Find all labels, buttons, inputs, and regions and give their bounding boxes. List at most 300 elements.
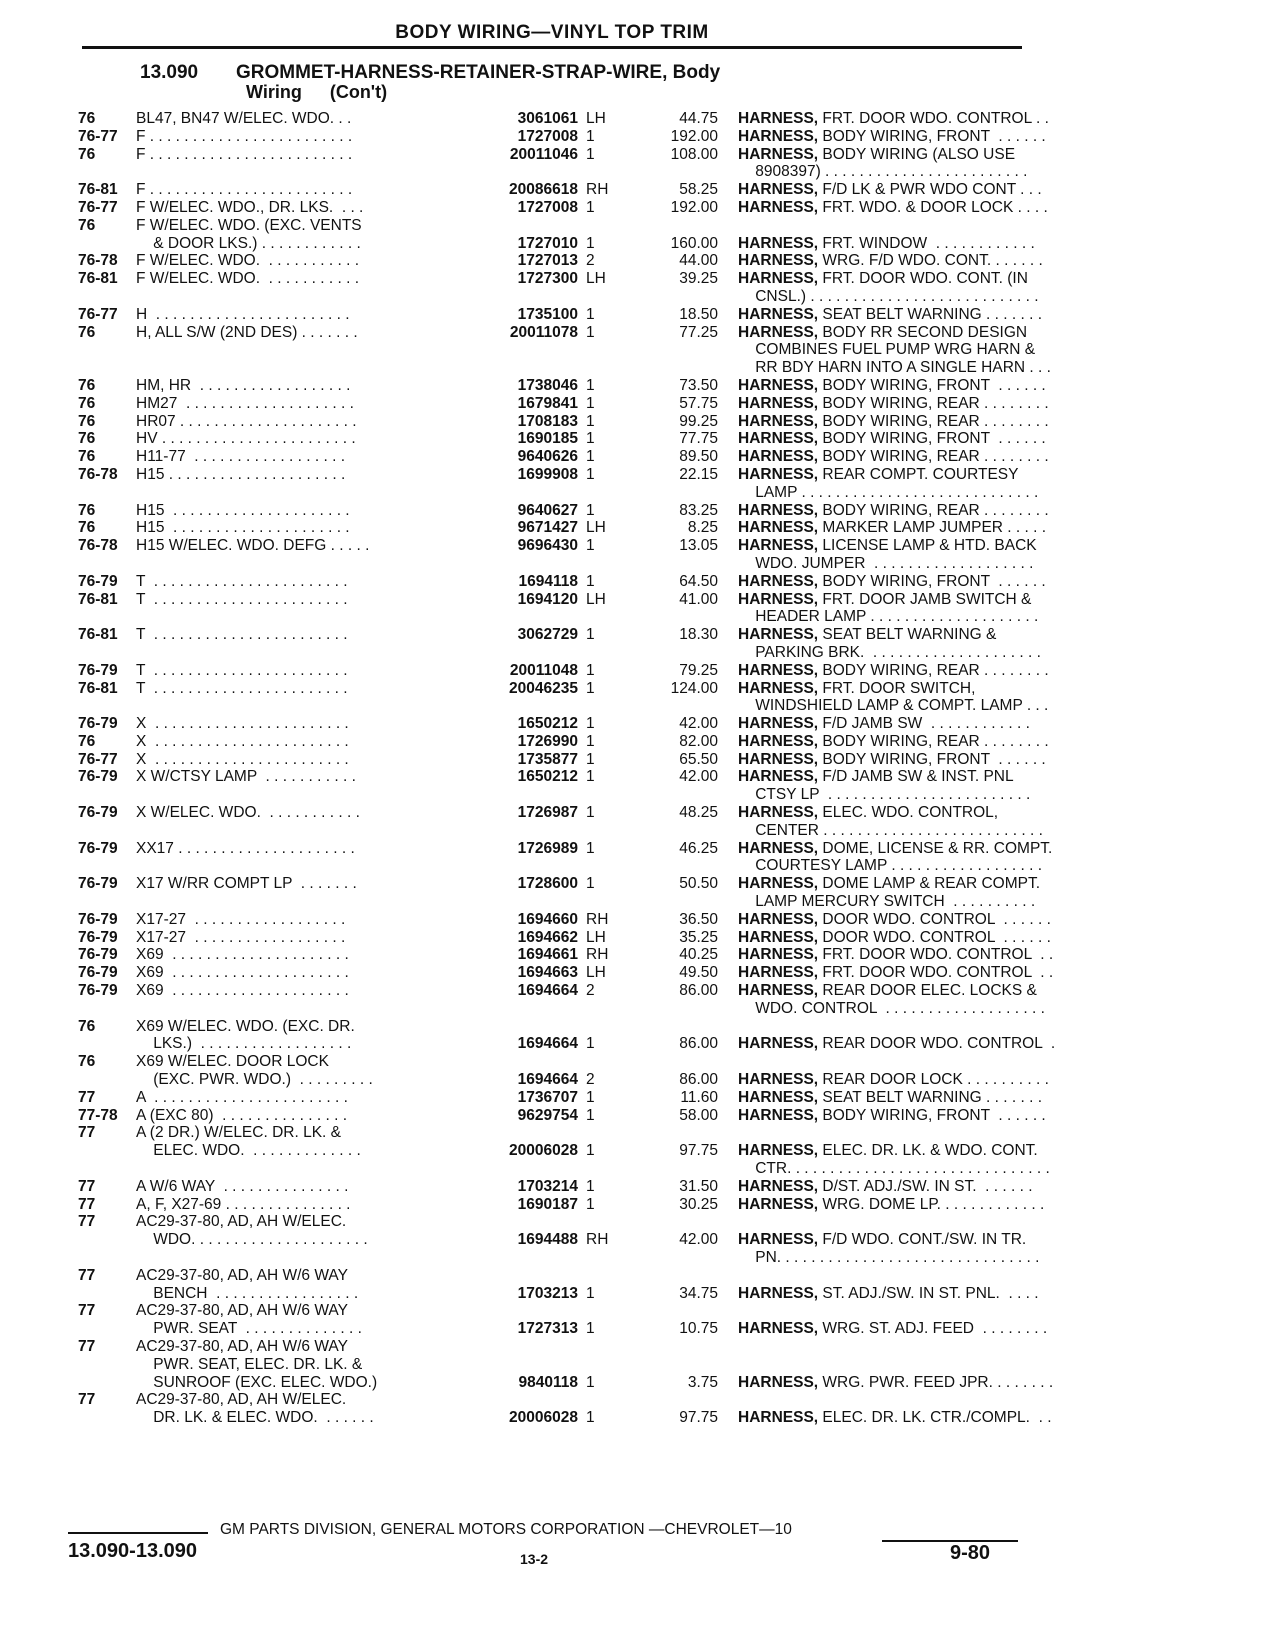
row-part-name-text: CTSY LP . . . . . . . . . . . . . . . . . . . . . . . .	[738, 786, 1031, 804]
row-part-number: 20011046	[509, 145, 578, 163]
row-part-number: 1703214	[517, 1177, 578, 1195]
row-year: 76	[78, 323, 96, 341]
row-year: 76	[78, 145, 96, 163]
table-row	[78, 697, 1049, 715]
row-part-name	[738, 448, 1118, 466]
row-part-name	[738, 608, 1118, 626]
row-year: 76	[78, 376, 96, 394]
row-description: PWR. SEAT . . . . . . . . . . . . . .	[136, 1320, 362, 1338]
row-part-name	[738, 359, 1118, 377]
table-row	[78, 181, 1042, 199]
row-part-name-text: COMBINES FUEL PUMP WRG HARN &	[738, 341, 1036, 359]
table-row	[78, 839, 1053, 858]
row-description: X . . . . . . . . . . . . . . . . . . . . . . .	[136, 750, 349, 768]
harness-prefix: HARNESS,	[738, 430, 823, 448]
row-part-name-text: SEAT BELT WARNING . . . . . . .	[822, 305, 1043, 323]
row-quantity: 1	[586, 768, 595, 786]
row-quantity: 1	[586, 412, 595, 430]
row-description: X69 W/ELEC. WDO. (EXC. DR.	[136, 1017, 355, 1035]
table-row	[78, 519, 1047, 537]
row-part-number: 20086618	[509, 181, 578, 199]
row-quantity: RH	[586, 946, 609, 964]
row-part-name	[738, 857, 1118, 875]
row-price: 99.25	[679, 412, 718, 430]
harness-prefix: HARNESS,	[738, 110, 823, 127]
table-row	[78, 715, 1030, 733]
row-quantity: 1	[586, 1284, 595, 1302]
row-part-name	[738, 768, 1118, 786]
section-sub-cont: (Con't)	[329, 82, 388, 102]
row-part-name	[738, 911, 1118, 929]
row-price: 77.25	[679, 323, 718, 341]
row-description: F W/ELEC. WDO. . . . . . . . . . . .	[136, 252, 360, 270]
row-year: 76	[78, 501, 96, 519]
harness-prefix: HARNESS,	[738, 145, 823, 163]
harness-prefix: HARNESS,	[738, 1088, 823, 1106]
harness-prefix: HARNESS,	[738, 394, 823, 412]
row-quantity: 1	[586, 305, 595, 323]
table-row	[78, 1035, 1056, 1053]
row-description: A, F, X27-69 . . . . . . . . . . . . . . .	[136, 1195, 351, 1213]
row-price: 86.00	[679, 982, 718, 1000]
row-quantity: 1	[586, 1088, 595, 1106]
row-part-name	[738, 163, 1118, 181]
row-part-name	[738, 751, 1118, 769]
row-quantity: RH	[586, 910, 609, 928]
row-part-number: 1735877	[517, 750, 578, 768]
row-year: 76-79	[78, 804, 118, 822]
row-year: 76-77	[78, 750, 118, 768]
table-row	[78, 1195, 1045, 1214]
row-part-number: 9696430	[517, 537, 578, 555]
row-part-name	[738, 519, 1118, 537]
row-price: 31.50	[679, 1177, 718, 1195]
row-description: DR. LK. & ELEC. WDO. . . . . . .	[136, 1409, 374, 1427]
row-part-number: 1694661	[517, 946, 578, 964]
row-part-name	[738, 929, 1118, 947]
row-part-number: 20006028	[509, 1142, 578, 1160]
row-part-name	[738, 270, 1118, 288]
row-part-name-text: ELEC. DR. LK. & WDO. CONT.	[822, 1142, 1038, 1160]
table-row	[78, 1106, 1046, 1125]
row-year: 77-78	[78, 1106, 118, 1124]
row-quantity: 1	[586, 145, 595, 163]
harness-prefix: HARNESS,	[738, 626, 823, 644]
row-part-name-text: CENTER . . . . . . . . . . . . . . . . . . . . . . . . . .	[738, 821, 1043, 839]
row-quantity: 1	[586, 804, 595, 822]
row-description: X W/CTSY LAMP . . . . . . . . . . .	[136, 768, 356, 786]
row-price: 192.00	[670, 198, 718, 216]
row-quantity: 1	[586, 661, 595, 679]
row-part-name-text: WRG. F/D WDO. CONT. . . . . . .	[822, 252, 1043, 270]
row-description: F . . . . . . . . . . . . . . . . . . . . . . . .	[136, 181, 353, 199]
table-row	[78, 1177, 1033, 1196]
row-year: 76-79	[78, 768, 118, 786]
harness-prefix: HARNESS,	[738, 679, 823, 697]
harness-prefix: HARNESS,	[738, 1177, 823, 1195]
row-part-name-text: D/ST. ADJ./SW. IN ST. . . . . . .	[822, 1177, 1033, 1195]
row-part-name	[738, 1231, 1118, 1249]
row-part-name-text: WDO. CONTROL . . . . . . . . . . . . . . . . . . .	[738, 999, 1045, 1017]
row-description: H15 W/ELEC. WDO. DEFG . . . . .	[136, 537, 370, 555]
row-part-number: 1690187	[517, 1195, 578, 1213]
row-part-name	[738, 484, 1118, 502]
row-quantity: 1	[586, 1035, 595, 1053]
harness-prefix: HARNESS,	[738, 1035, 823, 1053]
row-quantity: 1	[586, 1195, 595, 1213]
row-part-name-text: WDO. JUMPER . . . . . . . . . . . . . . . . . . .	[738, 554, 1034, 572]
row-quantity: 2	[586, 1071, 595, 1089]
harness-prefix: HARNESS,	[738, 1284, 823, 1302]
row-part-name	[738, 413, 1118, 431]
row-year: 77	[78, 1177, 96, 1195]
table-row	[78, 875, 1041, 893]
harness-prefix: HARNESS,	[738, 519, 823, 537]
row-part-number: 9629754	[517, 1106, 578, 1124]
table-row	[78, 680, 1030, 698]
row-quantity: 1	[586, 732, 595, 750]
harness-prefix: HARNESS,	[738, 412, 823, 430]
row-part-name	[738, 733, 1118, 751]
harness-prefix: HARNESS,	[738, 323, 823, 341]
row-part-name	[738, 146, 1118, 164]
table-row	[78, 127, 1046, 146]
harness-prefix: HARNESS,	[738, 661, 823, 679]
row-description: H . . . . . . . . . . . . . . . . . . . . . . .	[136, 305, 350, 323]
row-year: 76	[78, 394, 96, 412]
row-part-name	[738, 697, 1118, 715]
row-description: T . . . . . . . . . . . . . . . . . . . . . . .	[136, 661, 348, 679]
row-description: X17-27 . . . . . . . . . . . . . . . . . .	[136, 928, 346, 946]
table-row	[78, 1267, 1030, 1285]
row-part-number: 1708183	[517, 412, 578, 430]
row-part-name-text: F/D WDO. CONT./SW. IN TR.	[822, 1231, 1027, 1249]
row-price: 44.75	[679, 110, 718, 127]
table-row	[78, 1409, 1052, 1427]
harness-prefix: HARNESS,	[738, 1071, 823, 1089]
row-part-name	[738, 840, 1118, 858]
row-part-number: 1694664	[517, 1071, 578, 1089]
table-row	[78, 732, 1049, 751]
row-year: 76-79	[78, 839, 118, 857]
row-part-name	[738, 1374, 1118, 1392]
table-row	[78, 893, 1036, 911]
row-year: 77	[78, 1213, 96, 1231]
row-quantity: 1	[586, 198, 595, 216]
table-row	[78, 341, 1036, 359]
row-part-name	[738, 306, 1118, 324]
table-row	[78, 376, 1046, 395]
row-part-name-text: ELEC. DR. LK. CTR./COMPL. . .	[822, 1409, 1052, 1427]
table-row	[78, 1018, 1030, 1036]
row-year: 76-81	[78, 590, 118, 608]
row-price: 65.50	[679, 750, 718, 768]
row-part-name-text: F/D JAMB SW . . . . . . . . . . . .	[822, 715, 1030, 733]
row-part-name	[738, 964, 1118, 982]
table-row	[78, 1320, 1048, 1338]
row-quantity: 1	[586, 679, 595, 697]
table-row	[78, 412, 1049, 431]
row-part-name	[738, 1160, 1118, 1178]
row-part-name-text: DOME LAMP & REAR COMPT.	[822, 875, 1041, 893]
row-part-name	[738, 235, 1118, 253]
row-price: 42.00	[679, 715, 718, 733]
row-part-name-text: CNSL.) . . . . . . . . . . . . . . . . . . . . . . . . . . .	[738, 287, 1039, 305]
harness-prefix: HARNESS,	[738, 732, 823, 750]
row-part-name-text: REAR COMPT. COURTESY	[822, 465, 1019, 483]
row-year: 76-79	[78, 910, 118, 928]
row-part-name	[738, 1320, 1118, 1338]
harness-prefix: HARNESS,	[738, 448, 823, 466]
harness-prefix: HARNESS,	[738, 964, 823, 982]
row-part-name	[738, 893, 1118, 911]
row-year: 76-79	[78, 982, 118, 1000]
row-year: 76-79	[78, 946, 118, 964]
table-row	[78, 110, 1049, 128]
row-part-name-text: WRG. DOME LP. . . . . . . . . . . . .	[822, 1195, 1045, 1213]
row-part-name	[738, 199, 1118, 217]
row-description: X17-27 . . . . . . . . . . . . . . . . . .	[136, 910, 346, 928]
row-description: T . . . . . . . . . . . . . . . . . . . . . . .	[136, 572, 348, 590]
row-price: 42.00	[679, 1231, 718, 1249]
table-row	[78, 448, 1049, 466]
row-part-number: 9640626	[517, 448, 578, 466]
row-part-name	[738, 288, 1118, 306]
row-description: HR07 . . . . . . . . . . . . . . . . . . . . .	[136, 412, 357, 430]
row-price: 86.00	[679, 1071, 718, 1089]
harness-prefix: HARNESS,	[738, 181, 823, 199]
footer-publisher: GM PARTS DIVISION, GENERAL MOTORS CORPORATION —CHEVROLET—10	[220, 1521, 792, 1538]
row-price: 40.25	[679, 946, 718, 964]
row-part-name	[738, 1178, 1118, 1196]
row-year: 76-81	[78, 626, 118, 644]
row-part-name	[738, 1089, 1118, 1107]
table-row	[78, 1142, 1038, 1160]
row-description: X17 W/RR COMPT LP . . . . . . .	[136, 875, 357, 893]
row-year: 76	[78, 110, 96, 127]
row-part-name-text: REAR DOOR WDO. CONTROL .	[822, 1035, 1056, 1053]
table-row	[78, 982, 1037, 1000]
row-quantity: 1	[586, 626, 595, 644]
table-row	[78, 821, 1043, 840]
harness-prefix: HARNESS,	[738, 465, 823, 483]
table-row	[78, 1160, 1050, 1178]
row-quantity: 1	[586, 376, 595, 394]
row-description: X69 W/ELEC. DOOR LOCK	[136, 1053, 329, 1071]
row-part-number: 1726990	[517, 732, 578, 750]
row-price: 13.05	[679, 537, 718, 555]
table-row	[78, 1373, 1054, 1392]
row-description: F W/ELEC. WDO. . . . . . . . . . . .	[136, 270, 360, 288]
row-part-number: 1694660	[517, 910, 578, 928]
row-description: F W/ELEC. WDO., DR. LKS. . . .	[136, 198, 364, 216]
row-part-name	[738, 1035, 1118, 1053]
row-year: 76-78	[78, 465, 118, 483]
table-row	[78, 786, 1030, 804]
row-description: X69 . . . . . . . . . . . . . . . . . . . . .	[136, 946, 349, 964]
row-part-name	[738, 395, 1118, 413]
row-price: 82.00	[679, 732, 718, 750]
table-row	[78, 324, 1030, 342]
row-part-number: 1694662	[517, 928, 578, 946]
row-part-number: 1727008	[517, 198, 578, 216]
row-description: & DOOR LKS.) . . . . . . . . . . . .	[136, 234, 361, 252]
row-part-name-text: BODY WIRING, REAR . . . . . . . .	[822, 412, 1049, 430]
section-subheading	[246, 82, 387, 103]
harness-prefix: HARNESS,	[738, 715, 823, 733]
row-year: 76	[78, 412, 96, 430]
row-price: 42.00	[679, 768, 718, 786]
row-year: 76	[78, 519, 96, 537]
harness-prefix: HARNESS,	[738, 127, 823, 145]
harness-prefix: HARNESS,	[738, 305, 823, 323]
row-part-name	[738, 573, 1118, 591]
row-part-name-text: FRT. WDO. & DOOR LOCK . . . .	[822, 198, 1048, 216]
table-row	[78, 287, 1039, 306]
row-quantity: 1	[586, 1409, 595, 1427]
harness-prefix: HARNESS,	[738, 1409, 823, 1427]
row-part-number: 3062729	[517, 626, 578, 644]
row-part-name-text: LICENSE LAMP & HTD. BACK	[822, 537, 1037, 555]
table-row	[78, 234, 1035, 253]
row-price: 30.25	[679, 1195, 718, 1213]
row-quantity: 1	[586, 1106, 595, 1124]
row-quantity: 1	[586, 572, 595, 590]
row-year: 77	[78, 1391, 96, 1409]
row-part-name-text: FRT. DOOR SWITCH,	[822, 679, 976, 697]
row-price: 124.00	[670, 679, 718, 697]
row-description: X . . . . . . . . . . . . . . . . . . . . . . .	[136, 732, 349, 750]
row-part-name-text: ST. ADJ./SW. IN ST. PNL. . . . .	[822, 1284, 1039, 1302]
row-quantity: 2	[586, 982, 595, 1000]
row-part-name-text: SEAT BELT WARNING . . . . . . .	[822, 1088, 1043, 1106]
row-description: LKS.) . . . . . . . . . . . . . . . . . .	[136, 1035, 352, 1053]
row-part-number: 1694488	[517, 1231, 578, 1249]
table-row	[78, 608, 1039, 626]
table-row	[78, 857, 1043, 875]
table-row	[78, 999, 1045, 1018]
row-part-name-text: FRT. DOOR WDO. CONT. (IN	[822, 270, 1028, 288]
row-part-name	[738, 502, 1118, 520]
row-part-number: 1694663	[517, 964, 578, 982]
row-part-number: 1703213	[517, 1284, 578, 1302]
row-price: 39.25	[679, 270, 718, 288]
row-year: 76	[78, 216, 96, 234]
row-part-name-text: F/D JAMB SW & INST. PNL	[822, 768, 1014, 786]
row-part-name	[738, 1107, 1118, 1125]
row-part-name	[738, 252, 1118, 270]
row-price: 35.25	[679, 928, 718, 946]
row-part-name-text: LAMP . . . . . . . . . . . . . . . . . . . . . . . . . . . .	[738, 483, 1039, 501]
row-quantity: 1	[586, 839, 595, 857]
row-quantity: 1	[586, 234, 595, 252]
row-part-name-text: WINDSHIELD LAMP & COMPT. LAMP . . .	[738, 697, 1049, 715]
row-price: 41.00	[679, 590, 718, 608]
row-part-name	[738, 662, 1118, 680]
row-description: A . . . . . . . . . . . . . . . . . . . . . . .	[136, 1088, 348, 1106]
row-part-name	[738, 982, 1118, 1000]
row-part-name	[738, 591, 1118, 609]
row-part-number: 1727313	[517, 1320, 578, 1338]
row-part-name-text: ELEC. WDO. CONTROL,	[822, 804, 999, 822]
row-description: BL47, BN47 W/ELEC. WDO. . .	[136, 110, 352, 127]
table-row	[78, 591, 1030, 609]
row-part-name-text: FRT. DOOR WDO. CONTROL . .	[822, 110, 1049, 127]
row-year: 76-79	[78, 928, 118, 946]
table-row	[78, 163, 1030, 181]
row-description: AC29-37-80, AD, AH W/ELEC.	[136, 1213, 347, 1231]
table-row	[78, 1391, 1030, 1409]
table-row	[78, 1088, 1043, 1107]
row-description: HM, HR . . . . . . . . . . . . . . . . . .	[136, 376, 351, 394]
harness-prefix: HARNESS,	[738, 946, 823, 964]
row-part-name-text: BODY WIRING, REAR . . . . . . . .	[822, 394, 1049, 412]
row-part-number: 1726987	[517, 804, 578, 822]
row-quantity: 1	[586, 1320, 595, 1338]
row-part-number: 1679841	[517, 394, 578, 412]
row-part-name	[738, 324, 1118, 342]
row-part-name	[738, 822, 1118, 840]
row-price: 192.00	[670, 127, 718, 145]
row-year: 76-77	[78, 198, 118, 216]
row-part-number: 1727013	[517, 252, 578, 270]
row-part-number: 1650212	[517, 768, 578, 786]
row-part-name-text: WRG. PWR. FEED JPR. . . . . . . .	[822, 1373, 1054, 1391]
row-part-number: 1694118	[518, 572, 578, 590]
row-year: 77	[78, 1266, 96, 1284]
table-row	[78, 946, 1054, 964]
row-year: 76-81	[78, 181, 118, 199]
table-row	[78, 910, 1051, 929]
row-part-name-text: RR BDY HARN INTO A SINGLE HARN . . .	[738, 359, 1051, 377]
row-description: H15 . . . . . . . . . . . . . . . . . . . . .	[136, 465, 346, 483]
row-description: PWR. SEAT, ELEC. DR. LK. &	[136, 1355, 363, 1373]
footer-section-range: 13.090-13.090	[68, 1540, 198, 1562]
row-description: BENCH . . . . . . . . . . . . . . . . .	[136, 1284, 359, 1302]
row-year: 76	[78, 448, 96, 466]
row-quantity: LH	[586, 270, 606, 288]
row-quantity: 1	[586, 875, 595, 893]
table-row	[78, 1302, 1030, 1320]
harness-prefix: HARNESS,	[738, 1106, 823, 1124]
row-year: 77	[78, 1088, 96, 1106]
harness-prefix: HARNESS,	[738, 270, 823, 288]
row-price: 50.50	[679, 875, 718, 893]
row-price: 97.75	[679, 1142, 718, 1160]
harness-prefix: HARNESS,	[738, 839, 823, 857]
table-row	[78, 359, 1051, 377]
row-year: 77	[78, 1302, 96, 1320]
row-part-name-text: REAR DOOR LOCK . . . . . . . . . .	[822, 1071, 1049, 1089]
row-part-name-text: BODY WIRING, REAR . . . . . . . .	[822, 501, 1049, 519]
harness-prefix: HARNESS,	[738, 537, 823, 555]
row-quantity: LH	[586, 928, 606, 946]
footer-date: 9-80	[950, 1542, 991, 1564]
row-description: AC29-37-80, AD, AH W/6 WAY	[136, 1266, 348, 1284]
table-row	[78, 928, 1051, 947]
row-price: 89.50	[679, 448, 718, 466]
table-row	[78, 1071, 1049, 1089]
row-part-name-text: BODY WIRING, REAR . . . . . . . .	[822, 448, 1049, 466]
table-row	[78, 252, 1043, 270]
row-price: 36.50	[679, 910, 718, 928]
header-rule	[82, 46, 1022, 49]
row-quantity: 1	[586, 750, 595, 768]
row-price: 73.50	[679, 376, 718, 394]
footer-rule-left	[68, 1532, 208, 1534]
table-row	[78, 305, 1043, 324]
row-quantity: 2	[586, 252, 595, 270]
